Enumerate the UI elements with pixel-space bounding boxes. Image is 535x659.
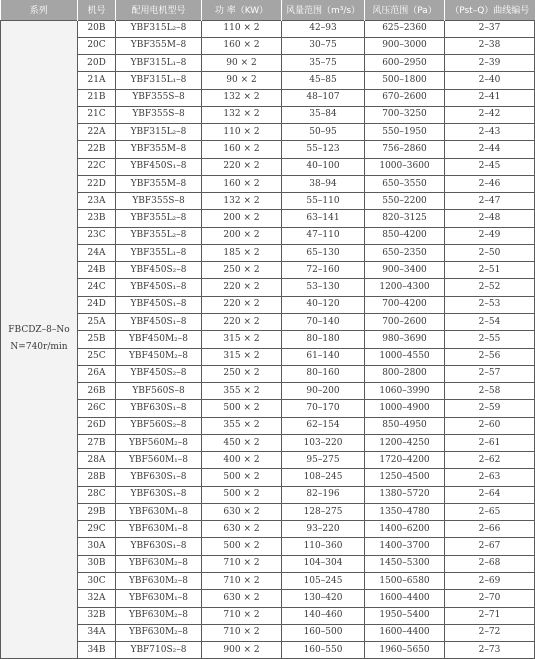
power-cell: 710 × 2 [202,624,282,641]
power-cell: 500 × 2 [202,486,282,503]
motor-model-cell: YBF450M₂–8 [116,348,202,365]
motor-model-cell: YBF630M₂–8 [116,555,202,572]
airflow-range-cell: 53–130 [282,279,365,296]
motor-model-cell: YBF450M₂–8 [116,331,202,348]
curve-number-cell: 2–39 [445,55,535,72]
series-label-line2: N=740r/min [10,342,68,353]
table-row [1,89,535,106]
pressure-range-cell: 900–3400 [365,262,445,279]
machine-number-cell: 24B [78,262,116,279]
power-cell: 900 × 2 [202,642,282,659]
airflow-range-cell: 104–304 [282,555,365,572]
table-row [1,106,535,123]
machine-number-cell: 24A [78,244,116,261]
motor-model-cell: YBF355L₂–8 [116,210,202,227]
airflow-range-cell: 103–220 [282,434,365,451]
pressure-range-cell: 1060–3990 [365,383,445,400]
curve-number-cell: 2–59 [445,400,535,417]
motor-model-cell: YBF355L₁–8 [116,244,202,261]
pressure-range-cell: 820–3125 [365,210,445,227]
table-row [1,365,535,382]
motor-model-cell: YBF450S₁–8 [116,314,202,331]
machine-number-cell: 25C [78,348,116,365]
table-row [1,244,535,261]
motor-model-cell: YBF560M₂–8 [116,434,202,451]
motor-model-cell: YBF450S₁–8 [116,296,202,313]
machine-number-cell: 28A [78,452,116,469]
motor-model-cell: YBF630M₁–8 [116,503,202,520]
motor-model-cell: YBF630M₂–8 [116,624,202,641]
table-row [1,314,535,331]
curve-number-cell: 2–63 [445,469,535,486]
pressure-range-cell: 550–1950 [365,124,445,141]
machine-number-cell: 32B [78,607,116,624]
motor-model-cell: YBF630S₁–8 [116,538,202,555]
table-row [1,175,535,192]
motor-model-cell: YBF630M₁–8 [116,590,202,607]
machine-number-cell: 25A [78,314,116,331]
airflow-range-cell: 61–140 [282,348,365,365]
motor-model-cell: YBF560M₁–8 [116,452,202,469]
motor-model-cell: YBF630S₁–8 [116,486,202,503]
table-row [1,417,535,434]
machine-number-cell: 21C [78,106,116,123]
motor-model-cell: YBF560S₂–8 [116,417,202,434]
pressure-range-cell: 1000–4550 [365,348,445,365]
motor-model-cell: YBF630M₂–8 [116,573,202,590]
motor-model-cell: YBF355L₂–8 [116,227,202,244]
power-cell: 315 × 2 [202,331,282,348]
pressure-range-cell: 1400–3700 [365,538,445,555]
airflow-range-cell: 63–141 [282,210,365,227]
pressure-range-cell: 700–2600 [365,314,445,331]
header-motor-model: 配用电机型号 [116,0,202,20]
pressure-range-cell: 756–2860 [365,141,445,158]
machine-number-cell: 23C [78,227,116,244]
pressure-range-cell: 1960–5650 [365,642,445,659]
curve-number-cell: 2–69 [445,573,535,590]
curve-number-cell: 2–50 [445,244,535,261]
pressure-range-cell: 1950–5400 [365,607,445,624]
pressure-range-cell: 550–2200 [365,193,445,210]
curve-number-cell: 2–49 [445,227,535,244]
motor-model-cell: YBF560S–8 [116,383,202,400]
curve-number-cell: 2–41 [445,89,535,106]
pressure-range-cell: 1250–4500 [365,469,445,486]
motor-model-cell: YBF355M–8 [116,175,202,192]
curve-number-cell: 2–40 [445,72,535,89]
power-cell: 110 × 2 [202,20,282,37]
pressure-range-cell: 1500–6580 [365,573,445,590]
machine-number-cell: 32A [78,590,116,607]
table-row [1,590,535,607]
pressure-range-cell: 1200–4250 [365,434,445,451]
airflow-range-cell: 140–460 [282,607,365,624]
airflow-range-cell: 128–275 [282,503,365,520]
power-cell: 710 × 2 [202,555,282,572]
power-cell: 90 × 2 [202,72,282,89]
machine-number-cell: 22A [78,124,116,141]
header-pressure-range: 风压范围（Pa） [365,0,445,20]
power-cell: 110 × 2 [202,124,282,141]
table-row [1,383,535,400]
machine-number-cell: 34B [78,642,116,659]
curve-number-cell: 2–58 [445,383,535,400]
table-row [1,193,535,210]
power-cell: 710 × 2 [202,573,282,590]
machine-number-cell: 26D [78,417,116,434]
table-row [1,20,535,37]
airflow-range-cell: 47–110 [282,227,365,244]
header-curve-number: （Pst–Q）曲线编号 [445,0,535,20]
machine-number-cell: 21A [78,72,116,89]
power-cell: 132 × 2 [202,193,282,210]
machine-number-cell: 28B [78,469,116,486]
machine-number-cell: 23B [78,210,116,227]
table-row [1,400,535,417]
machine-number-cell: 20D [78,55,116,72]
table-row [1,55,535,72]
table-row [1,573,535,590]
machine-number-cell: 29B [78,503,116,520]
machine-number-cell: 34A [78,624,116,641]
power-cell: 250 × 2 [202,262,282,279]
machine-number-cell: 22B [78,141,116,158]
airflow-range-cell: 80–160 [282,365,365,382]
pressure-range-cell: 1000–3600 [365,158,445,175]
motor-model-cell: YBF355M–8 [116,37,202,54]
table-body [1,20,535,659]
machine-number-cell: 20C [78,37,116,54]
power-cell: 500 × 2 [202,469,282,486]
machine-number-cell: 30A [78,538,116,555]
pressure-range-cell: 800–2800 [365,365,445,382]
pressure-range-cell: 1450–5300 [365,555,445,572]
machine-number-cell: 26C [78,400,116,417]
curve-number-cell: 2–73 [445,642,535,659]
machine-number-cell: 21B [78,89,116,106]
motor-model-cell: YBF315L₂–8 [116,20,202,37]
curve-number-cell: 2–52 [445,279,535,296]
curve-number-cell: 2–66 [445,521,535,538]
curve-number-cell: 2–42 [445,106,535,123]
airflow-range-cell: 35–75 [282,55,365,72]
pressure-range-cell: 1400–6200 [365,521,445,538]
pressure-range-cell: 600–2950 [365,55,445,72]
motor-model-cell: YBF355S–8 [116,193,202,210]
pressure-range-cell: 1600–4400 [365,624,445,641]
curve-number-cell: 2–53 [445,296,535,313]
table-row [1,296,535,313]
motor-model-cell: YBF450S₁–8 [116,158,202,175]
airflow-range-cell: 70–140 [282,314,365,331]
series-cell [1,20,78,659]
airflow-range-cell: 65–130 [282,244,365,261]
curve-number-cell: 2–70 [445,590,535,607]
table-row [1,434,535,451]
table-row [1,158,535,175]
table-row [1,503,535,520]
curve-number-cell: 2–44 [445,141,535,158]
curve-number-cell: 2–67 [445,538,535,555]
table-row [1,607,535,624]
power-cell: 185 × 2 [202,244,282,261]
curve-number-cell: 2–56 [445,348,535,365]
machine-number-cell: 23A [78,193,116,210]
motor-model-cell: YBF710S₂–8 [116,642,202,659]
airflow-range-cell: 35–84 [282,106,365,123]
power-cell: 200 × 2 [202,227,282,244]
airflow-range-cell: 40–120 [282,296,365,313]
airflow-range-cell: 93–220 [282,521,365,538]
table-row [1,141,535,158]
power-cell: 160 × 2 [202,37,282,54]
power-cell: 355 × 2 [202,417,282,434]
airflow-range-cell: 30–75 [282,37,365,54]
pressure-range-cell: 1380–5720 [365,486,445,503]
curve-number-cell: 2–54 [445,314,535,331]
power-cell: 250 × 2 [202,365,282,382]
table-row [1,37,535,54]
curve-number-cell: 2–45 [445,158,535,175]
table-header [1,0,535,20]
airflow-range-cell: 130–420 [282,590,365,607]
table-row [1,452,535,469]
airflow-range-cell: 160–500 [282,624,365,641]
airflow-range-cell: 82–196 [282,486,365,503]
header-airflow-range: 风量范围（m³/s） [282,0,365,20]
airflow-range-cell: 108–245 [282,469,365,486]
curve-number-cell: 2–61 [445,434,535,451]
airflow-range-cell: 55–123 [282,141,365,158]
machine-number-cell: 24D [78,296,116,313]
power-cell: 160 × 2 [202,141,282,158]
curve-number-cell: 2–46 [445,175,535,192]
table-row [1,348,535,365]
power-cell: 220 × 2 [202,296,282,313]
airflow-range-cell: 55–110 [282,193,365,210]
pressure-range-cell: 1720–4200 [365,452,445,469]
power-cell: 500 × 2 [202,538,282,555]
pressure-range-cell: 500–1800 [365,72,445,89]
power-cell: 710 × 2 [202,607,282,624]
curve-number-cell: 2–38 [445,37,535,54]
curve-number-cell: 2–65 [445,503,535,520]
airflow-range-cell: 80–180 [282,331,365,348]
airflow-range-cell: 160–550 [282,642,365,659]
pressure-range-cell: 850–4950 [365,417,445,434]
power-cell: 132 × 2 [202,89,282,106]
table-row [1,486,535,503]
header-series: 系列 [1,0,78,20]
power-cell: 220 × 2 [202,158,282,175]
airflow-range-cell: 72–160 [282,262,365,279]
pressure-range-cell: 650–2350 [365,244,445,261]
motor-model-cell: YBF450S₂–8 [116,262,202,279]
motor-model-cell: YBF630S₁–8 [116,469,202,486]
airflow-range-cell: 95–275 [282,452,365,469]
curve-number-cell: 2–62 [445,452,535,469]
machine-number-cell: 27B [78,434,116,451]
table-row [1,210,535,227]
table-row [1,642,535,659]
power-cell: 132 × 2 [202,106,282,123]
motor-model-cell: YBF630M₂–8 [116,607,202,624]
power-cell: 630 × 2 [202,590,282,607]
table-row [1,279,535,296]
pressure-range-cell: 850–4200 [365,227,445,244]
curve-number-cell: 2–43 [445,124,535,141]
table-row [1,124,535,141]
curve-number-cell: 2–55 [445,331,535,348]
pressure-range-cell: 900–3000 [365,37,445,54]
machine-number-cell: 20B [78,20,116,37]
machine-number-cell: 25B [78,331,116,348]
airflow-range-cell: 45–85 [282,72,365,89]
airflow-range-cell: 50–95 [282,124,365,141]
airflow-range-cell: 90–200 [282,383,365,400]
header-power: 功 率（KW） [202,0,282,20]
machine-number-cell: 22D [78,175,116,192]
power-cell: 355 × 2 [202,383,282,400]
curve-number-cell: 2–60 [445,417,535,434]
machine-number-cell: 30B [78,555,116,572]
curve-number-cell: 2–48 [445,210,535,227]
motor-model-cell: YBF630M₁–8 [116,521,202,538]
airflow-range-cell: 105–245 [282,573,365,590]
power-cell: 220 × 2 [202,279,282,296]
pressure-range-cell: 670–2600 [365,89,445,106]
airflow-range-cell: 62–154 [282,417,365,434]
machine-number-cell: 28C [78,486,116,503]
pressure-range-cell: 1200–4300 [365,279,445,296]
machine-number-cell: 22C [78,158,116,175]
power-cell: 400 × 2 [202,452,282,469]
table-row [1,538,535,555]
airflow-range-cell: 48–107 [282,89,365,106]
motor-model-cell: YBF315L₂–8 [116,124,202,141]
pressure-range-cell: 700–4200 [365,296,445,313]
motor-model-cell: YBF355S–8 [116,89,202,106]
table-row [1,521,535,538]
power-cell: 630 × 2 [202,503,282,520]
pressure-range-cell: 650–3550 [365,175,445,192]
motor-model-cell: YBF355M–8 [116,141,202,158]
machine-number-cell: 29C [78,521,116,538]
airflow-range-cell: 40–100 [282,158,365,175]
curve-number-cell: 2–71 [445,607,535,624]
header-row [1,0,535,20]
power-cell: 630 × 2 [202,521,282,538]
pressure-range-cell: 700–3250 [365,106,445,123]
motor-model-cell: YBF315L₁–8 [116,72,202,89]
motor-model-cell: YBF355S–8 [116,106,202,123]
table-row [1,227,535,244]
power-cell: 500 × 2 [202,400,282,417]
power-cell: 200 × 2 [202,210,282,227]
airflow-range-cell: 110–360 [282,538,365,555]
curve-number-cell: 2–64 [445,486,535,503]
pressure-range-cell: 980–3690 [365,331,445,348]
table-row [1,72,535,89]
table-row [1,555,535,572]
airflow-range-cell: 42–93 [282,20,365,37]
power-cell: 90 × 2 [202,55,282,72]
power-cell: 220 × 2 [202,314,282,331]
power-cell: 315 × 2 [202,348,282,365]
motor-model-cell: YBF315L₁–8 [116,55,202,72]
power-cell: 160 × 2 [202,175,282,192]
pressure-range-cell: 1000–4900 [365,400,445,417]
motor-model-cell: YBF450S₁–8 [116,279,202,296]
curve-number-cell: 2–57 [445,365,535,382]
curve-number-cell: 2–72 [445,624,535,641]
machine-number-cell: 26B [78,383,116,400]
table-row [1,262,535,279]
airflow-range-cell: 38–94 [282,175,365,192]
pressure-range-cell: 625–2360 [365,20,445,37]
machine-number-cell: 24C [78,279,116,296]
curve-number-cell: 2–37 [445,20,535,37]
pressure-range-cell: 1350–4780 [365,503,445,520]
machine-number-cell: 26A [78,365,116,382]
machine-number-cell: 30C [78,573,116,590]
power-cell: 450 × 2 [202,434,282,451]
pressure-range-cell: 1600–4400 [365,590,445,607]
table-row [1,331,535,348]
curve-number-cell: 2–68 [445,555,535,572]
motor-model-cell: YBF630S₁–8 [116,400,202,417]
series-label-line1: FBCDZ–8–No [8,325,70,336]
curve-number-cell: 2–51 [445,262,535,279]
header-machine-number: 机号 [78,0,116,20]
curve-number-cell: 2–47 [445,193,535,210]
airflow-range-cell: 70–170 [282,400,365,417]
motor-model-cell: YBF450S₂–8 [116,365,202,382]
table-row [1,469,535,486]
